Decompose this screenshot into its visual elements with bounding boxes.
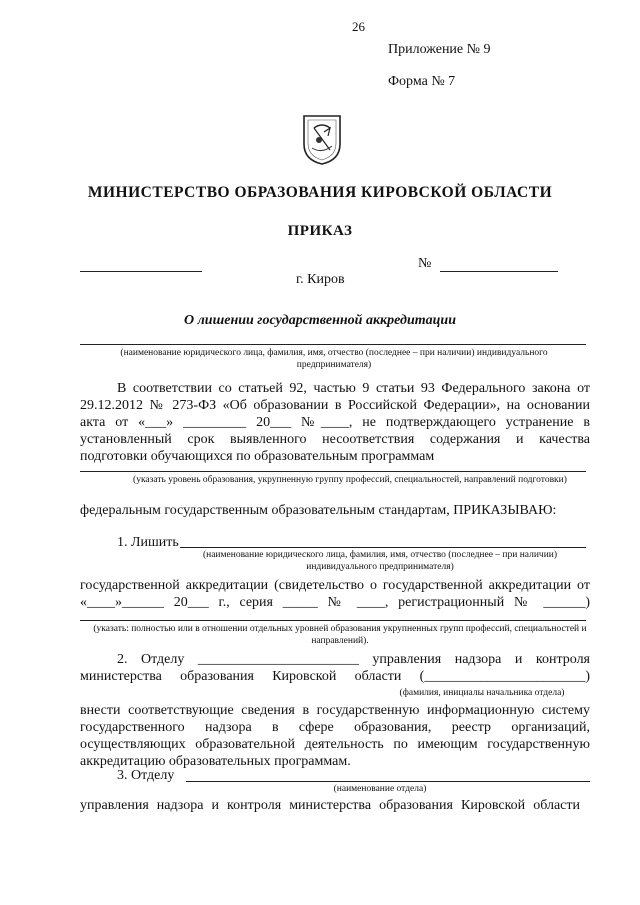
form-number: Форма № 7 — [388, 74, 456, 89]
item2-body-line-2: государственного надзора в сфере образования, реестр организаций, — [80, 720, 590, 735]
para1-end: федеральным государственным образовательным стандартам, ПРИКАЗЫВАЮ: — [80, 503, 557, 518]
program-blank — [80, 471, 586, 472]
item2-body-line-1: внести соответствующие сведения в государственную информационную систему — [80, 703, 590, 718]
note-scope: (указать: полностью или в отношении отдельных уровней образования укрупненных групп профессий, специальностей и направлений). — [93, 624, 587, 646]
para1-line-5: подготовки обучающихся по образовательным программам — [80, 449, 435, 464]
date-blank — [80, 271, 202, 272]
item1-line-2: «____»______ 20___ г., серия _____ № ____, регистрационный № ______) — [80, 595, 590, 610]
item2-line-2: министерства образования Кировской области (_______________________) — [80, 669, 590, 684]
city: г. Киров — [296, 272, 345, 287]
item3-blank — [186, 781, 590, 782]
note-education-level: (указать уровень образования, укрупненную группу профессий, специальностей, направлений подготовки) — [133, 475, 567, 485]
page-number: 26 — [352, 19, 365, 34]
note-department: (наименование отдела) — [333, 784, 427, 794]
number-blank — [440, 271, 558, 272]
coat-of-arms-icon — [302, 114, 342, 166]
item1-line-1: государственной аккредитации (свидетельство о государственной аккредитации от — [80, 578, 590, 593]
note-item1-entity: (наименование юридического лица, фамилия, имя, отчество (последнее – при наличии) индивидуального предпринимателя) — [202, 550, 558, 572]
para1-line-3: акта от «___» _________ 20___ №____, не подтверждающего устранение в — [80, 415, 590, 430]
item2-line-1: 2. Отделу _______________________ управления надзора и контроля — [117, 652, 590, 667]
item1-blank — [180, 547, 586, 548]
order-subject: О лишении государственной аккредитации — [184, 313, 456, 328]
para1-line-2: 29.12.2012 № 273-ФЗ «Об образовании в Российской Федерации», на основании — [80, 398, 590, 413]
item3-line: управления надзора и контроля министерства образования Кировской области — [80, 798, 580, 813]
appendix-label: Приложение № 9 — [388, 42, 491, 57]
entity-blank — [80, 344, 586, 345]
item1-label: 1. Лишить — [117, 535, 179, 550]
document-type: ПРИКАЗ — [287, 223, 353, 239]
note-head-name: (фамилия, инициалы начальника отдела) — [399, 688, 565, 698]
item3-label: 3. Отделу — [117, 768, 175, 783]
scope-blank — [80, 620, 586, 621]
ministry-title: МИНИСТЕРСТВО ОБРАЗОВАНИЯ КИРОВСКОЙ ОБЛАСТИ — [87, 184, 553, 201]
item2-body-line-4: аккредитацию образовательных программам. — [80, 754, 351, 769]
para1-line-1: В соответствии со статьей 92, частью 9 статьи 93 Федерального закона от — [117, 381, 590, 396]
note-entity-name: (наименование юридического лица, фамилия, имя, отчество (последнее – при наличии) индивидуального предпринимателя) — [120, 348, 548, 370]
item2-body-line-3: осуществляющих образовательной деятельность по имеющим государственную — [80, 737, 590, 752]
number-label: № — [418, 256, 432, 271]
para1-line-4: установленный срок выявленного несоответствия содержания и качества — [80, 432, 590, 447]
